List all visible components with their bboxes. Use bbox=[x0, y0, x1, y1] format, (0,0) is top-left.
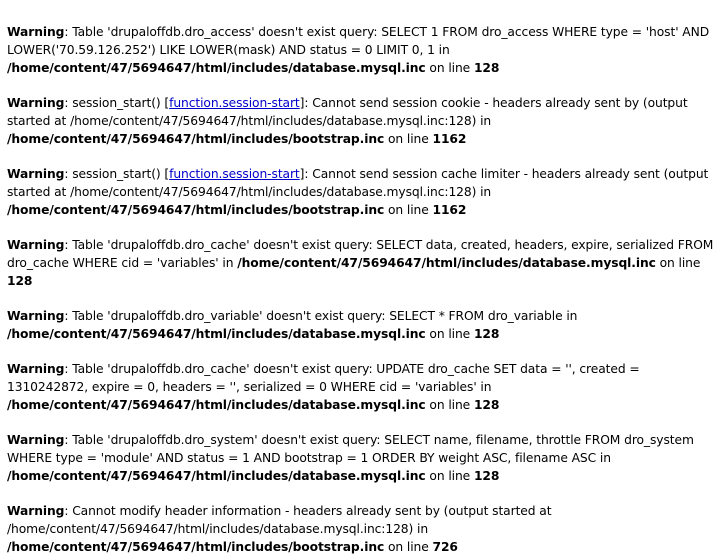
warning-message bbox=[7, 308, 719, 344]
on-line-text: on line bbox=[655, 255, 701, 270]
warning-separator: : bbox=[64, 362, 73, 377]
warning-line-number: 128 bbox=[7, 273, 33, 288]
warning-file-path: /home/content/47/5694647/html/includes/bootstrap.inc bbox=[7, 539, 385, 554]
function-session-start-link[interactable]: function.session-start bbox=[169, 95, 300, 110]
on-line-text: on line bbox=[384, 131, 433, 146]
warning-text: Table 'drupaloffdb.dro_cache' doesn't exist query: UPDATE dro_cache SET data = '', created = 1310242872, expire = 0, headers = '', serialized = 0 WHERE cid = 'variables' in bbox=[7, 362, 640, 394]
on-line-text: on line bbox=[425, 468, 474, 483]
warning-separator: : bbox=[64, 166, 73, 181]
warning-text: ]: Cannot send session cookie - headers already sent by (output started at /home/content/47/5694647/html/includes/database.mysql.inc:128) in bbox=[7, 95, 688, 128]
on-line-text: on line bbox=[425, 60, 474, 75]
warning-file-path: /home/content/47/5694647/html/includes/database.mysql.inc bbox=[7, 397, 426, 412]
warning-separator: : bbox=[64, 25, 73, 39]
warning-separator: : bbox=[64, 433, 73, 448]
warning-message bbox=[7, 24, 719, 77]
warning-separator: : bbox=[64, 308, 73, 323]
warning-line-number: 128 bbox=[473, 60, 500, 75]
warning-label: Warning bbox=[7, 95, 65, 110]
warning-label: Warning bbox=[7, 308, 65, 323]
warning-line-number: 128 bbox=[473, 468, 500, 483]
warning-text-prefix: session_start() [ bbox=[72, 166, 170, 181]
warning-label: Warning bbox=[7, 504, 65, 519]
warning-file-path: /home/content/47/5694647/html/includes/database.mysql.inc bbox=[7, 468, 426, 483]
warning-file-path: /home/content/47/5694647/html/includes/database.mysql.inc bbox=[7, 60, 426, 75]
warning-message bbox=[7, 237, 719, 290]
warning-file-path: /home/content/47/5694647/html/includes/database.mysql.inc bbox=[237, 255, 656, 270]
warning-file-path: /home/content/47/5694647/html/includes/bootstrap.inc bbox=[7, 202, 385, 217]
warning-separator: : bbox=[64, 95, 73, 110]
warning-line-number: 128 bbox=[473, 326, 500, 341]
warning-text: Table 'drupaloffdb.dro_access' doesn't exist query: SELECT 1 FROM dro_access WHERE type = 'host' AND LOWER('70.59.126.252') LIKE LOWER(mask) AND status = 0 LIMIT 0, 1 in bbox=[7, 25, 710, 57]
warning-line-number: 1162 bbox=[432, 202, 467, 217]
on-line-text: on line bbox=[384, 539, 433, 554]
warning-text: ]: Cannot send session cache limiter - headers already sent (output started at /home/content/47/5694647/html/includes/database.mysql.inc:128) in bbox=[7, 166, 709, 199]
warning-label: Warning bbox=[7, 433, 65, 448]
warning-separator: : bbox=[64, 237, 73, 252]
on-line-text: on line bbox=[425, 397, 474, 412]
warning-message bbox=[7, 432, 719, 485]
warning-text: Cannot modify header information - headers already sent by (output started at /home/content/47/5694647/html/includes/database.mysql.inc:128) in bbox=[7, 504, 552, 536]
on-line-text: on line bbox=[425, 326, 474, 341]
warning-text: Table 'drupaloffdb.dro_variable' doesn't exist query: SELECT * FROM dro_variable in bbox=[72, 308, 578, 323]
warning-message bbox=[7, 503, 719, 556]
warning-message bbox=[7, 361, 719, 414]
warning-message bbox=[7, 95, 719, 148]
warning-line-number: 726 bbox=[432, 539, 458, 554]
on-line-text: on line bbox=[384, 202, 433, 217]
function-session-start-link[interactable]: function.session-start bbox=[169, 166, 300, 181]
warning-text-prefix: session_start() [ bbox=[72, 95, 170, 110]
warning-label: Warning bbox=[7, 166, 65, 181]
warning-label: Warning bbox=[7, 25, 65, 39]
warning-line-number: 1162 bbox=[432, 131, 467, 146]
warning-separator: : bbox=[64, 504, 73, 519]
warning-text: Table 'drupaloffdb.dro_system' doesn't exist query: SELECT name, filename, throttle FROM dro_system WHERE type = 'module' AND status = 1 AND bootstrap = 1 ORDER BY weight ASC, filename ASC in bbox=[7, 433, 694, 465]
warning-label: Warning bbox=[7, 362, 65, 377]
warning-message bbox=[7, 166, 719, 219]
warning-file-path: /home/content/47/5694647/html/includes/database.mysql.inc bbox=[7, 326, 426, 341]
warning-text: Table 'drupaloffdb.dro_cache' doesn't exist query: SELECT data, created, headers, expire, serialized FROM dro_cache WHERE cid = 'variables' in bbox=[7, 237, 714, 270]
warning-label: Warning bbox=[7, 237, 65, 252]
warning-file-path: /home/content/47/5694647/html/includes/bootstrap.inc bbox=[7, 131, 385, 146]
warning-line-number: 128 bbox=[473, 397, 500, 412]
